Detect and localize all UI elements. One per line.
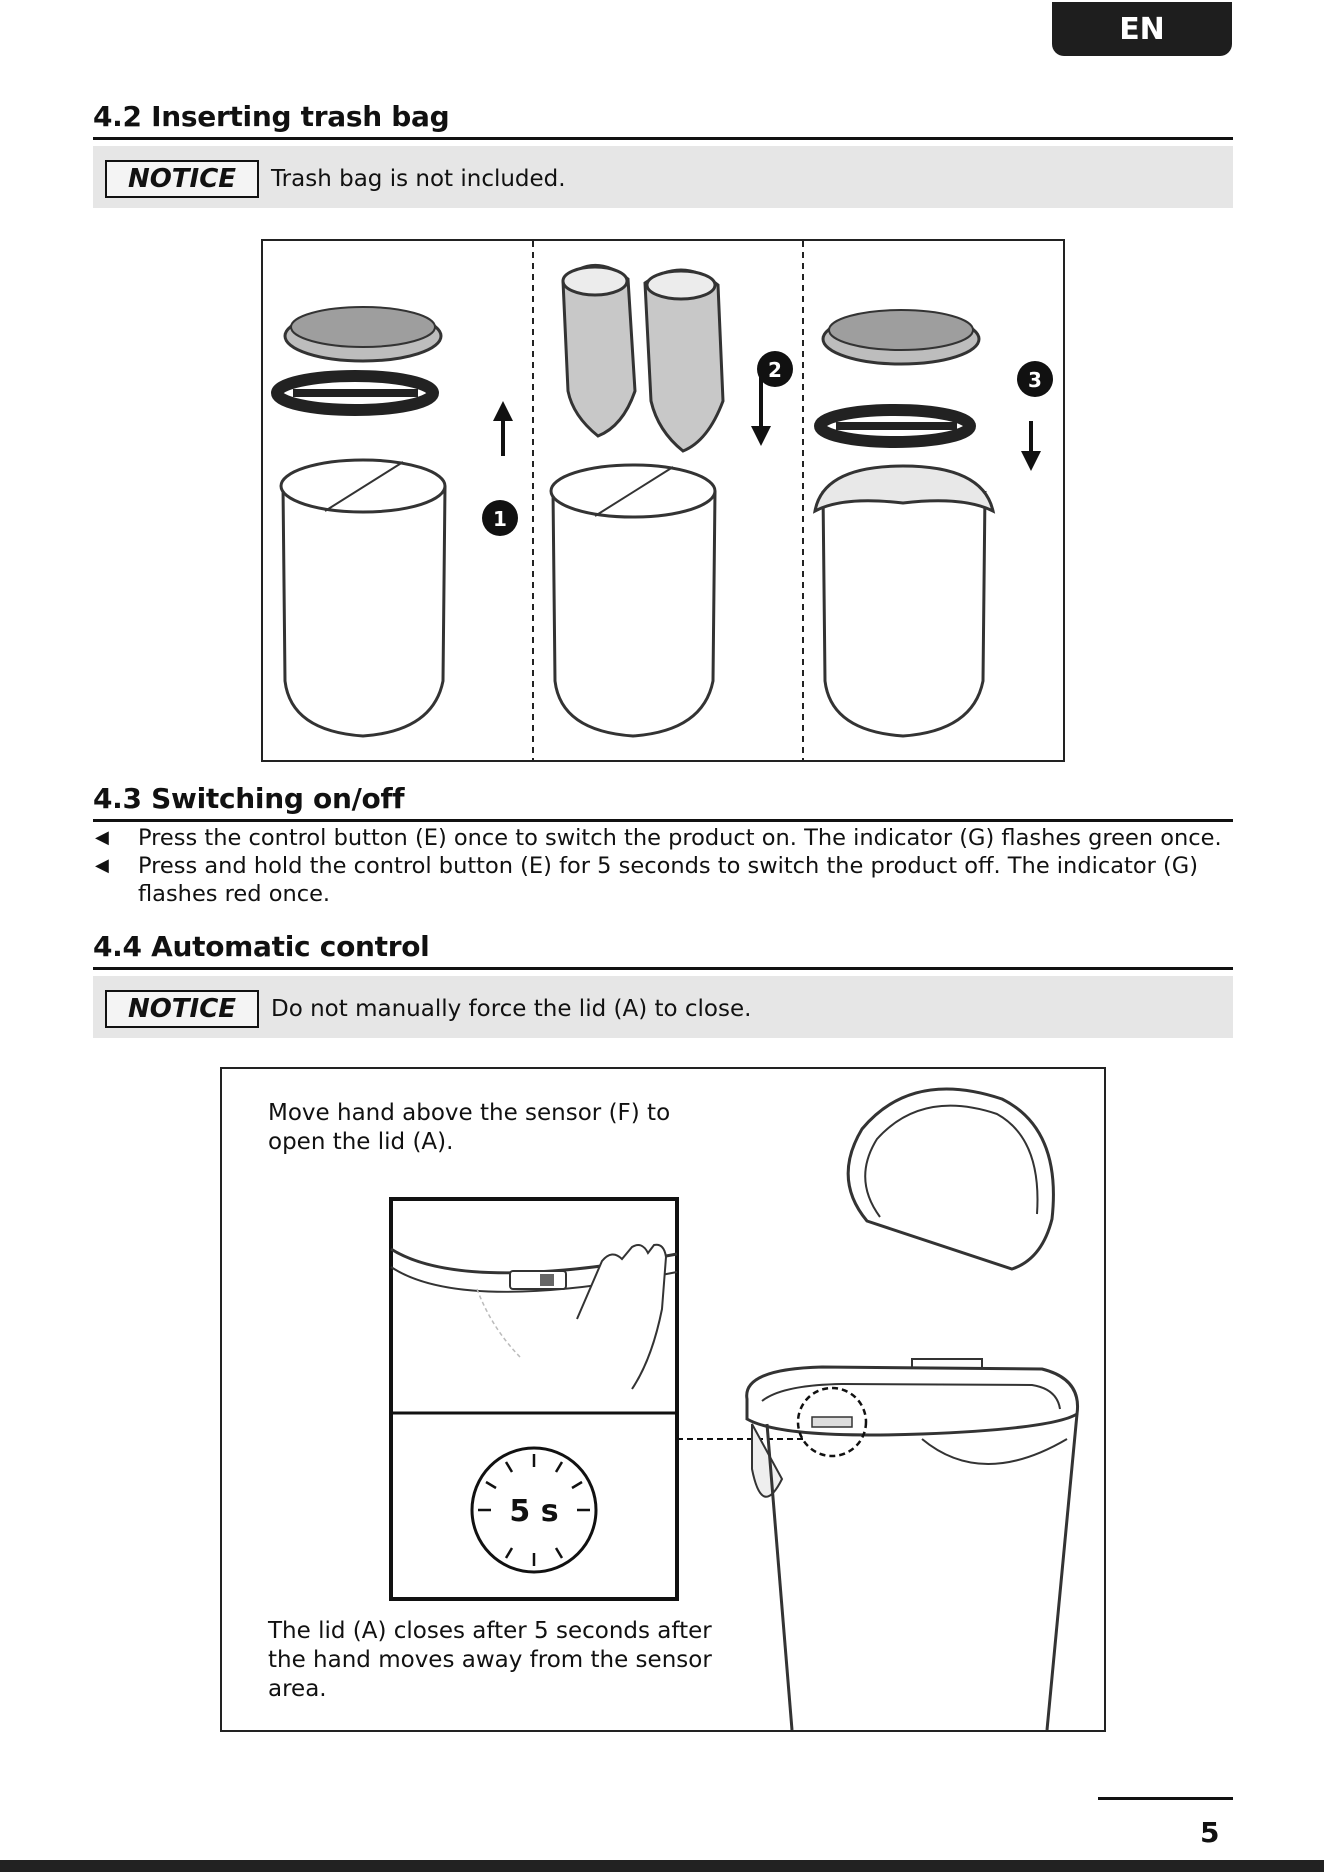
footer-divider xyxy=(1098,1797,1233,1800)
list-item xyxy=(93,824,1233,852)
step-1-panel xyxy=(277,307,513,736)
bullet-arrow-icon: ◀ xyxy=(95,855,109,876)
step-2-badge-icon xyxy=(757,351,793,387)
trash-bag-steps-illustration xyxy=(263,241,1063,760)
language-label: EN xyxy=(1119,11,1165,47)
timer-label: 5 s xyxy=(509,1494,559,1529)
notice-text: Trash bag is not included. xyxy=(271,166,566,192)
step-2-panel xyxy=(551,265,771,736)
step-1-number: 1 xyxy=(493,507,507,531)
step-1-badge-icon xyxy=(482,500,518,536)
open-trash-can xyxy=(747,1089,1078,1730)
language-tab xyxy=(1052,2,1232,56)
trash-bag-steps-figure xyxy=(261,239,1065,762)
automatic-control-figure xyxy=(220,1067,1106,1732)
page-number: 5 xyxy=(1200,1816,1220,1849)
notice-text: Do not manually force the lid (A) to close. xyxy=(271,996,752,1022)
page-bottom-bar xyxy=(0,1860,1324,1872)
caption-open-lid: Move hand above the sensor (F) to open the lid (A). xyxy=(268,1100,671,1155)
notice-box-trash-bag xyxy=(93,146,1233,208)
section-title-4-3: 4.3 Switching on/off xyxy=(93,782,1233,822)
step-3-panel xyxy=(815,310,1041,736)
list-item-text: Press the control button (E) once to switch the product on. The indicator (G) flashes green once. xyxy=(138,825,1222,851)
notice-label: NOTICE xyxy=(105,990,259,1028)
bullet-arrow-icon: ◀ xyxy=(95,827,109,848)
list-item-text: Press and hold the control button (E) for 5 seconds to switch the product off. The indicator (G) flashes red once. xyxy=(138,853,1198,907)
section-title-4-4: 4.4 Automatic control xyxy=(93,930,1233,970)
list-item xyxy=(93,852,1233,908)
switching-instructions-list xyxy=(93,824,1233,908)
step-3-number: 3 xyxy=(1028,368,1042,392)
notice-label: NOTICE xyxy=(105,160,259,198)
step-2-number: 2 xyxy=(768,358,782,382)
caption-lid-closes: The lid (A) closes after 5 seconds after the hand moves away from the sensor area. xyxy=(268,1618,712,1702)
timer-icon xyxy=(472,1448,596,1572)
step-3-badge-icon xyxy=(1017,361,1053,397)
section-title-4-2: 4.2 Inserting trash bag xyxy=(93,100,1233,140)
notice-box-lid xyxy=(93,976,1233,1038)
